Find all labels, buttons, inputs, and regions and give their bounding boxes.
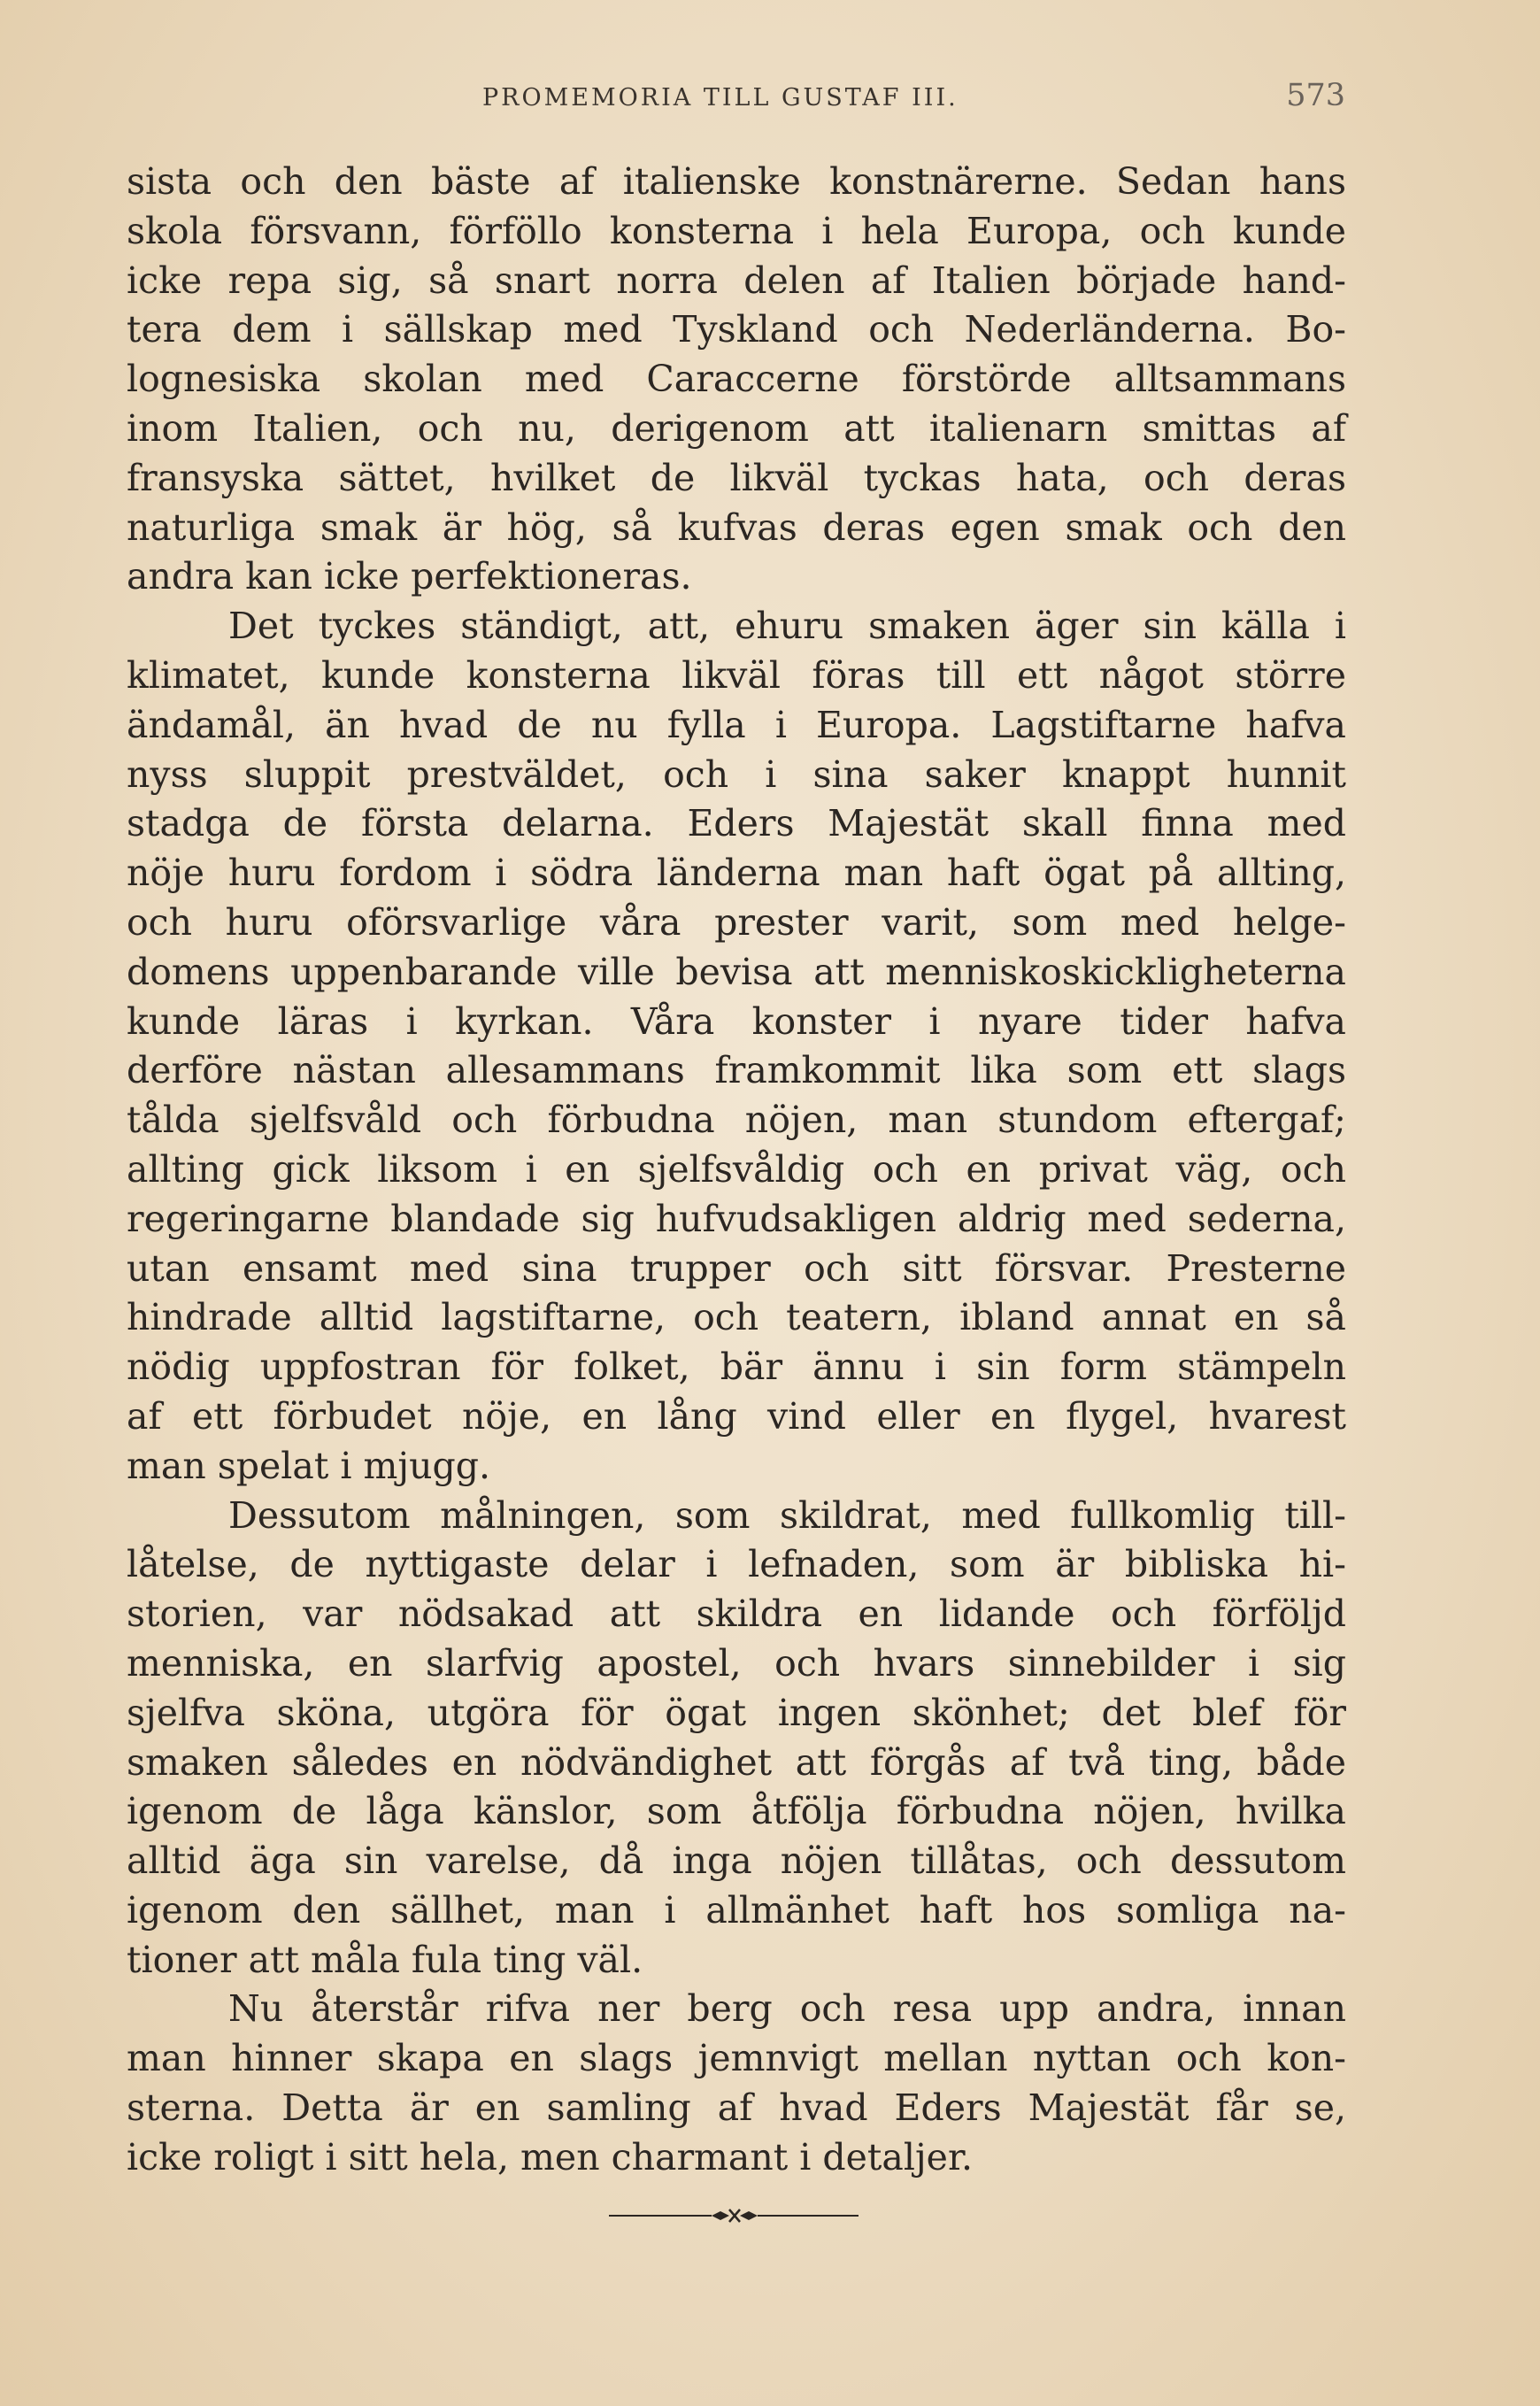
text-line: sjelfva sköna, utgöra för ögat ingen skönhet; det blef för	[127, 1691, 1346, 1734]
text-line: man spelat i mjugg.	[127, 1444, 491, 1487]
text-line: hindrade alltid lagstiftarne, och teatern, ibland annat en så	[127, 1296, 1346, 1339]
text-line: sterna. Detta är en samling af hvad Eders Majestät får se,	[127, 2086, 1346, 2130]
page-header	[482, 78, 1345, 113]
text-line: menniska, en slarfvig apostel, och hvars sinnebilder i sig	[127, 1641, 1346, 1685]
page-number: 573	[1286, 78, 1345, 113]
text-line: andra kan icke perfektioneras.	[127, 555, 692, 598]
text-line: Nu återstår rifva ner berg och resa upp andra, innan	[228, 1987, 1346, 2031]
body-text	[127, 158, 1346, 2183]
text-line: Dessutom målningen, som skildrat, med fullkomlig till-	[228, 1493, 1346, 1537]
end-ornament-icon	[609, 2202, 859, 2229]
text-line: klimatet, kunde konsterna likväl föras till ett något större	[127, 653, 1346, 697]
text-line: inom Italien, och nu, derigenom att italienarn smittas af	[127, 406, 1346, 450]
text-line: icke repa sig, så snart norra delen af Italien började hand-	[127, 258, 1346, 302]
text-line: derföre nästan allesammans framkommit lika som ett slags	[127, 1049, 1346, 1092]
text-line: regeringarne blandade sig hufvudsakligen aldrig med sederna,	[127, 1197, 1346, 1240]
text-line: sista och den bäste af italienske konstnärerne. Sedan hans	[127, 160, 1346, 203]
text-line: låtelse, de nyttigaste delar i lefnaden, som är bibliska hi-	[127, 1543, 1346, 1586]
text-line: smaken således en nödvändighet att förgås af två ting, både	[127, 1740, 1346, 1784]
text-line: igenom den sällhet, man i allmänhet haft hos somliga na-	[127, 1888, 1346, 1932]
text-line: fransyska sättet, hvilket de likväl tyckas hata, och deras	[127, 456, 1346, 499]
text-line: storien, var nödsakad att skildra en lidande och förföljd	[127, 1592, 1346, 1636]
text-line: kunde läras i kyrkan. Våra konster i nyare tider hafva	[127, 999, 1346, 1043]
text-line: tålda sjelfsvåld och förbudna nöjen, man stundom eftergaf;	[127, 1099, 1346, 1142]
text-line: domens uppenbarande ville bevisa att menniskoskickligheterna	[127, 950, 1346, 993]
text-line: lognesiska skolan med Caraccerne förstörde alltsammans	[127, 358, 1346, 401]
text-line: af ett förbudet nöje, en lång vind eller en flygel, hvarest	[127, 1394, 1346, 1438]
text-line: naturliga smak är hög, så kufvas deras egen smak och den	[127, 505, 1346, 549]
text-line: utan ensamt med sina trupper och sitt försvar. Presterne	[127, 1246, 1346, 1290]
text-line: tioner att måla fula ting väl.	[127, 1938, 643, 1981]
running-title: PROMEMORIA TILL GUSTAF III.	[482, 84, 959, 112]
text-line: nyss sluppit prestväldet, och i sina saker knappt hunnit	[127, 752, 1346, 796]
text-line: allting gick liksom i en sjelfsvåldig och en privat väg, och	[127, 1147, 1346, 1191]
text-line: icke roligt i sitt hela, men charmant i detaljer.	[127, 2135, 974, 2179]
text-line: tera dem i sällskap med Tyskland och Nederländerna. Bo-	[127, 308, 1346, 351]
text-line: Det tyckes ständigt, att, ehuru smaken äger sin källa i	[228, 605, 1346, 648]
text-line: man hinner skapa en slags jemnvigt mellan nyttan och kon-	[127, 2037, 1346, 2080]
text-line: igenom de låga känslor, som åtfölja förbudna nöjen, hvilka	[127, 1790, 1346, 1833]
text-line: stadga de första delarna. Eders Majestät skall finna med	[127, 802, 1346, 845]
text-line: skola försvann, förföllo konsterna i hela Europa, och kunde	[127, 209, 1346, 252]
text-line: ändamål, än hvad de nu fylla i Europa. Lagstiftarne hafva	[127, 703, 1346, 746]
text-line: nödig uppfostran för folket, bär ännu i sin form stämpeln	[127, 1346, 1346, 1389]
text-line: nöje huru fordom i södra länderna man haft ögat på allting,	[127, 852, 1346, 895]
text-line: och huru oförsvarlige våra prester varit, som med helge-	[127, 900, 1346, 944]
text-line: alltid äga sin varelse, då inga nöjen tillåtas, och dessutom	[127, 1839, 1346, 1883]
